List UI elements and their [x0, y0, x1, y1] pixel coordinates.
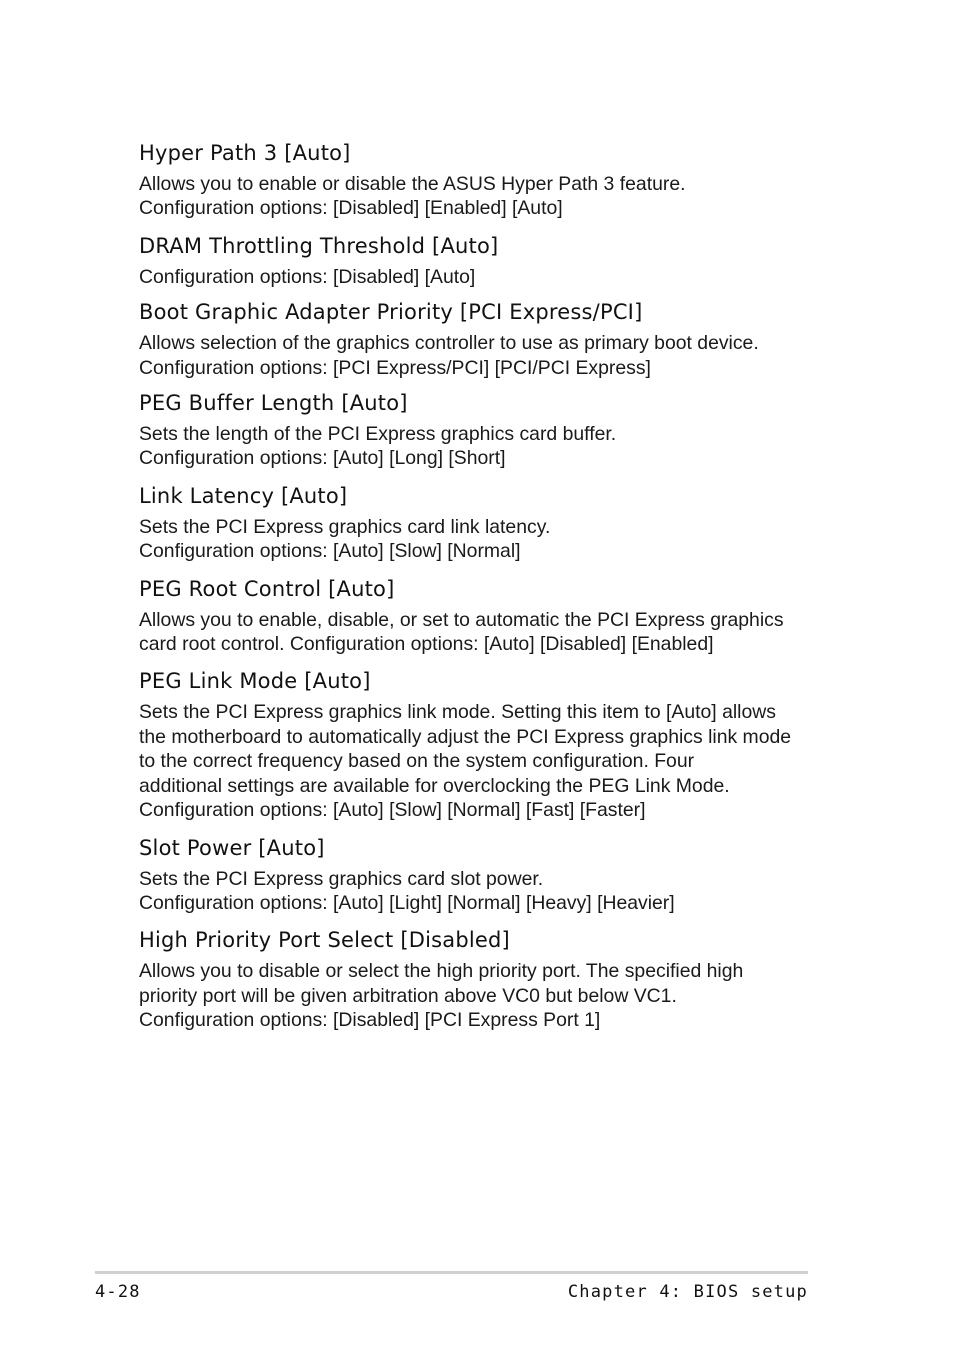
- footer-divider: [95, 1271, 808, 1274]
- bios-item-section: [139, 926, 819, 1032]
- bios-item-section: [139, 298, 819, 380]
- bios-item-description: [139, 515, 819, 564]
- bios-item-section: [139, 389, 819, 471]
- bios-item-section: [139, 482, 819, 564]
- description-line: the motherboard to automatically adjust the PCI Express graphics link mode: [139, 725, 792, 748]
- bios-item-title: Hyper Path 3 [Auto]: [139, 141, 351, 165]
- bios-item-title: PEG Buffer Length [Auto]: [139, 391, 408, 416]
- bios-item-description: [139, 172, 819, 221]
- bios-item-description: [139, 700, 819, 822]
- description-line: additional settings are available for overclocking the PEG Link Mode.: [139, 774, 730, 797]
- description-line: Configuration options: [Auto] [Slow] [Normal]: [139, 540, 521, 563]
- bios-item-section: [139, 667, 819, 822]
- description-line: Configuration options: [Disabled] [PCI Express Port 1]: [139, 1009, 601, 1032]
- bios-item-title: DRAM Throttling Threshold [Auto]: [139, 233, 499, 258]
- description-line: Sets the PCI Express graphics card slot power.: [139, 867, 544, 890]
- bios-item-description: [139, 867, 819, 916]
- bios-item-section: [139, 575, 819, 657]
- bios-item-title: Boot Graphic Adapter Priority [PCI Express/PCI]: [139, 300, 643, 325]
- bios-item-section: [139, 232, 819, 289]
- description-line: Configuration options: [Auto] [Light] [Normal] [Heavy] [Heavier]: [139, 891, 675, 914]
- bios-item-description: [139, 422, 819, 471]
- description-line: Sets the PCI Express graphics link mode. Setting this item to [Auto] allows: [139, 701, 776, 724]
- bios-item-title: High Priority Port Select [Disabled]: [139, 928, 510, 953]
- bios-item-section: [139, 139, 819, 221]
- description-line: Sets the length of the PCI Express graphics card buffer.: [139, 423, 617, 446]
- description-line: Allows you to disable or select the high priority port. The specified high: [139, 960, 744, 983]
- description-line: Configuration options: [Disabled] [Auto]: [139, 265, 476, 288]
- bios-item-section: [139, 834, 819, 916]
- description-line: Configuration options: [Auto] [Long] [Short]: [139, 447, 506, 470]
- page-number: 4-28: [95, 1282, 141, 1302]
- description-line: Allows you to enable, disable, or set to automatic the PCI Express graphics: [139, 608, 784, 631]
- chapter-title: Chapter 4: BIOS setup: [567, 1282, 808, 1302]
- bios-item-title: PEG Root Control [Auto]: [139, 576, 395, 601]
- description-line: Configuration options: [Disabled] [Enabled] [Auto]: [139, 197, 563, 220]
- description-line: to the correct frequency based on the system configuration. Four: [139, 750, 695, 773]
- description-line: card root control. Configuration options: [Auto] [Disabled] [Enabled]: [139, 633, 714, 656]
- description-line: Allows you to enable or disable the ASUS Hyper Path 3 feature.: [139, 173, 686, 195]
- description-line: Sets the PCI Express graphics card link latency.: [139, 515, 551, 538]
- bios-item-title: Slot Power [Auto]: [139, 835, 325, 860]
- bios-item-description: [139, 331, 819, 380]
- description-line: Allows selection of the graphics controller to use as primary boot device.: [139, 332, 759, 355]
- description-line: Configuration options: [Auto] [Slow] [Normal] [Fast] [Faster]: [139, 799, 646, 822]
- bios-item-description: [139, 608, 819, 657]
- bios-item-description: [139, 959, 819, 1032]
- bios-item-list: [139, 139, 819, 1033]
- description-line: Configuration options: [PCI Express/PCI] [PCI/PCI Express]: [139, 356, 651, 379]
- bios-item-description: [139, 265, 819, 289]
- bios-item-title: PEG Link Mode [Auto]: [139, 669, 371, 694]
- bios-item-title: Link Latency [Auto]: [139, 483, 348, 508]
- description-line: priority port will be given arbitration above VC0 but below VC1.: [139, 984, 677, 1007]
- page-content: [139, 139, 819, 1043]
